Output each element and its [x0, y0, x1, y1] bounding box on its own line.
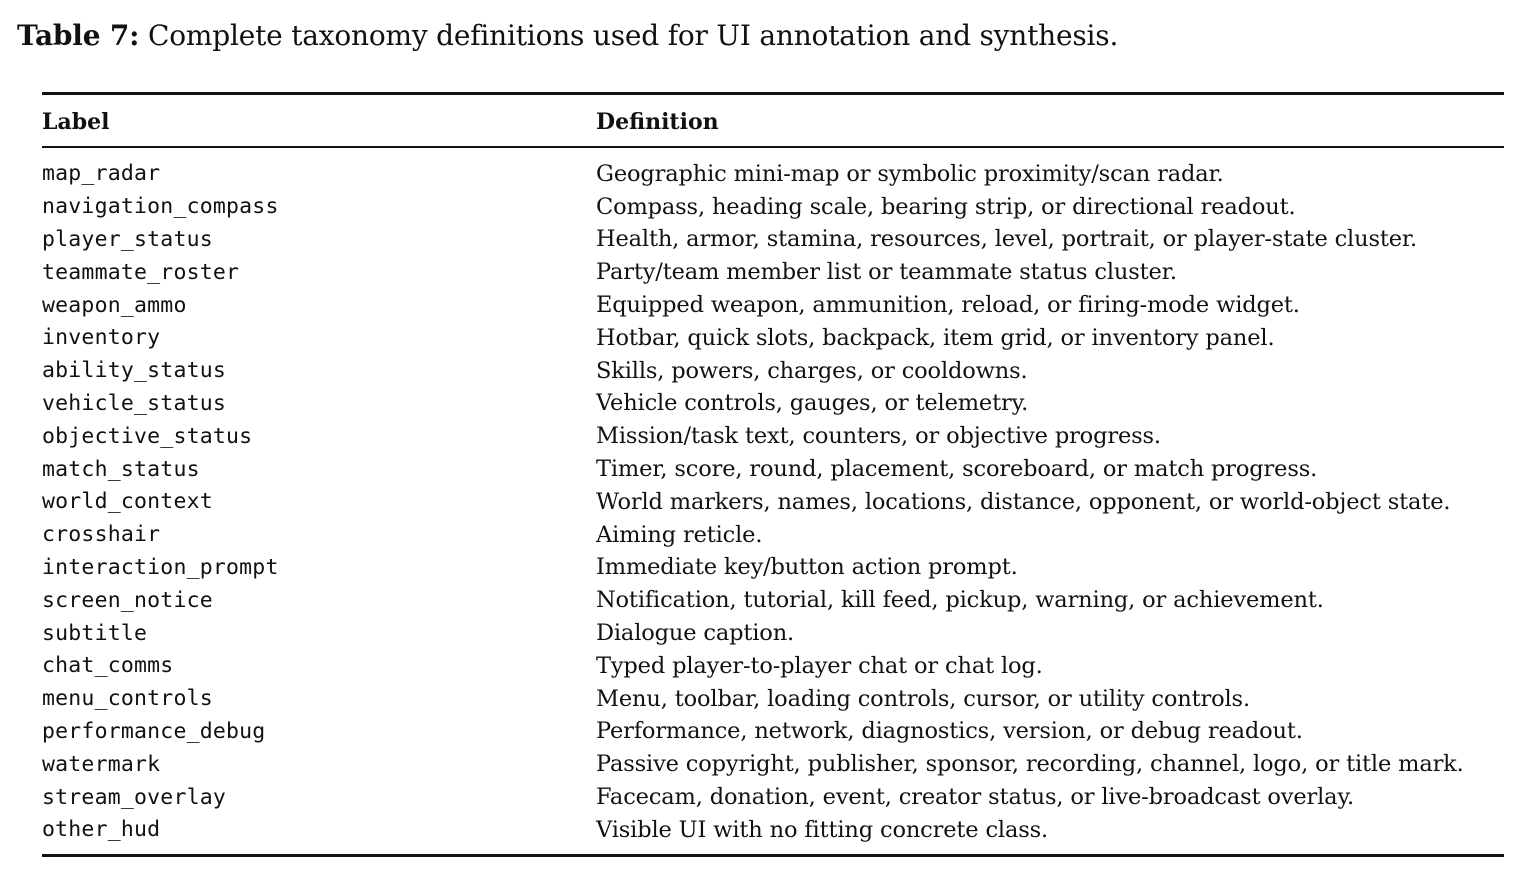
table-row [42, 551, 1504, 584]
table-row [42, 518, 1504, 551]
table-row [42, 485, 1504, 518]
row-label: teammate_roster [42, 259, 240, 285]
row-label: crosshair [42, 522, 161, 548]
table-caption [17, 16, 1118, 56]
row-definition: Health, armor, stamina, resources, level, portrait, or player-state cluster. [596, 226, 1418, 253]
table-row [42, 420, 1504, 453]
row-label: player_status [42, 226, 213, 252]
row-label: match_status [42, 456, 200, 482]
row-definition: Vehicle controls, gauges, or telemetry. [596, 390, 1029, 417]
row-label: navigation_compass [42, 194, 279, 220]
row-label: weapon_ammo [42, 292, 187, 318]
row-label: objective_status [42, 423, 253, 449]
row-label: menu_controls [42, 686, 213, 712]
row-label: watermark [42, 751, 161, 777]
row-label: stream_overlay [42, 784, 227, 810]
row-definition: Immediate key/button action prompt. [596, 554, 1018, 581]
table-row [42, 813, 1504, 846]
table-row [42, 715, 1504, 748]
taxonomy-table [42, 92, 1504, 857]
table-row [42, 387, 1504, 420]
table-row [42, 190, 1504, 223]
table-body [42, 148, 1504, 855]
row-label: screen_notice [42, 587, 213, 613]
table-row [42, 289, 1504, 322]
table-row [42, 617, 1504, 650]
row-label: other_hud [42, 817, 161, 843]
row-definition: Performance, network, diagnostics, version, or debug readout. [596, 718, 1303, 745]
row-definition: Equipped weapon, ammunition, reload, or firing-mode widget. [596, 292, 1300, 319]
row-label: interaction_prompt [42, 554, 279, 580]
table-row [42, 649, 1504, 682]
table-row [42, 584, 1504, 617]
table-row [42, 453, 1504, 486]
row-label: inventory [42, 325, 161, 351]
table-row [42, 223, 1504, 256]
table-caption-text: Complete taxonomy definitions used for UI annotation and synthesis. [148, 19, 1119, 52]
table-row [42, 682, 1504, 715]
row-definition: Timer, score, round, placement, scoreboard, or match progress. [596, 456, 1318, 483]
row-label: ability_status [42, 358, 227, 384]
table-row [42, 354, 1504, 387]
bottom-rule [42, 854, 1504, 857]
row-definition: Typed player-to-player chat or chat log. [596, 652, 1043, 679]
table-header-row [42, 95, 1504, 146]
table-row [42, 256, 1504, 289]
row-label: subtitle [42, 620, 148, 646]
row-label: performance_debug [42, 718, 266, 744]
row-label: world_context [42, 489, 213, 515]
row-definition: Geographic mini-map or symbolic proximity/scan radar. [596, 160, 1224, 187]
row-definition: Dialogue caption. [596, 620, 795, 647]
table-row [42, 781, 1504, 814]
row-definition: Skills, powers, charges, or cooldowns. [596, 357, 1028, 384]
column-header-definition: Definition [596, 108, 719, 135]
row-definition: Hotbar, quick slots, backpack, item grid, or inventory panel. [596, 324, 1275, 351]
row-definition: Notification, tutorial, kill feed, pickup, warning, or achievement. [596, 587, 1324, 614]
table-row [42, 158, 1504, 191]
table-caption-label: Table 7: [17, 19, 140, 52]
row-definition: Passive copyright, publisher, sponsor, recording, channel, logo, or title mark. [596, 751, 1464, 778]
row-definition: Facecam, donation, event, creator status, or live-broadcast overlay. [596, 784, 1355, 811]
row-definition: Party/team member list or teammate status cluster. [596, 259, 1177, 286]
row-label: map_radar [42, 161, 161, 187]
row-definition: Mission/task text, counters, or objective progress. [596, 423, 1161, 450]
row-definition: Aiming reticle. [596, 521, 763, 548]
column-header-label: Label [42, 108, 110, 135]
row-definition: Visible UI with no fitting concrete class. [596, 816, 1049, 843]
row-definition: World markers, names, locations, distance, opponent, or world-object state. [596, 488, 1451, 515]
row-definition: Compass, heading scale, bearing strip, or directional readout. [596, 193, 1296, 220]
row-label: chat_comms [42, 653, 174, 679]
row-definition: Menu, toolbar, loading controls, cursor, or utility controls. [596, 685, 1250, 712]
table-row [42, 748, 1504, 781]
table-row [42, 321, 1504, 354]
row-label: vehicle_status [42, 390, 227, 416]
